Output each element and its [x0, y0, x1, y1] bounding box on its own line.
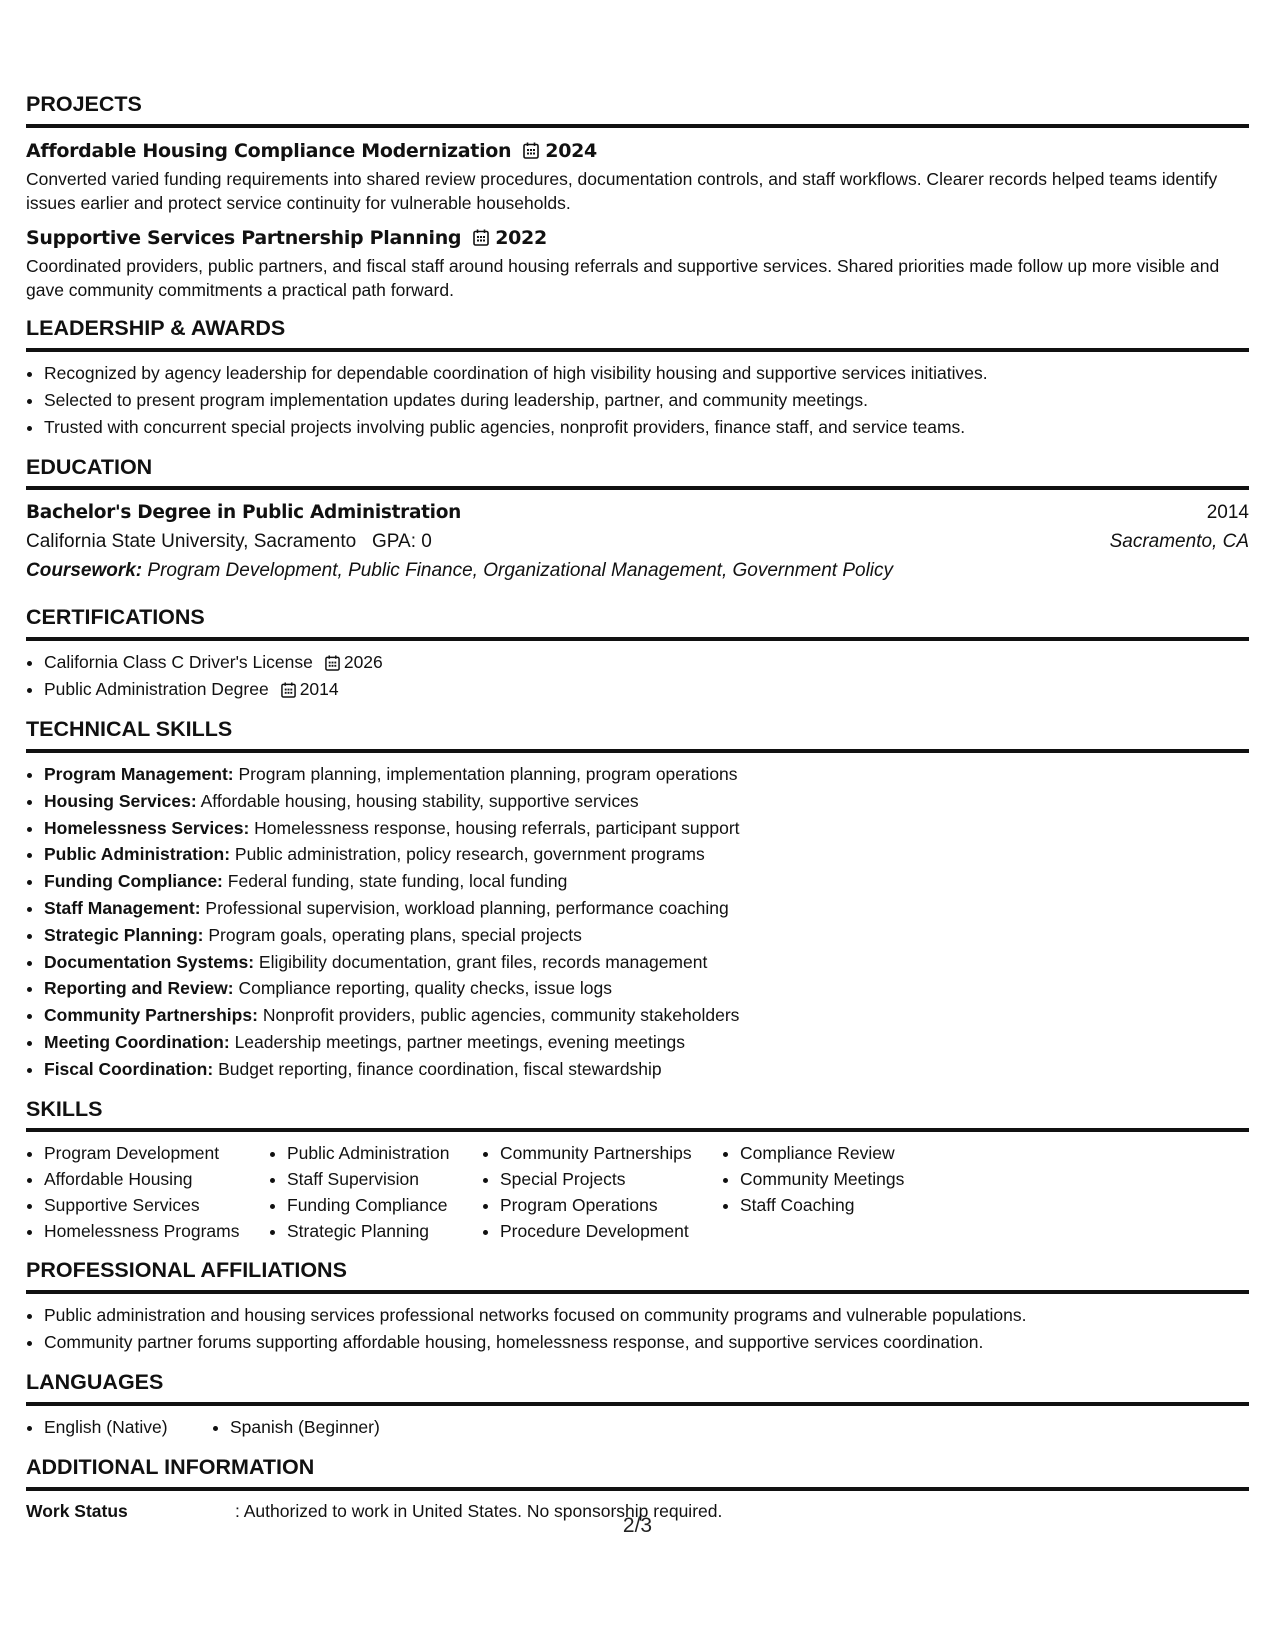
skills-section	[26, 1097, 1249, 1245]
section-title-additional-info: ADDITIONAL INFORMATION	[26, 1455, 1249, 1491]
skill-label: Fiscal Coordination:	[44, 1058, 214, 1079]
resume-page	[26, 92, 1249, 1523]
list-item	[44, 922, 1249, 949]
list-item: • Program Development	[44, 1140, 269, 1166]
list-item: • Public Administration	[287, 1140, 482, 1166]
skills-column	[722, 1140, 960, 1244]
work-status-value: : Authorized to work in United States. No sponsorship required.	[235, 1500, 723, 1521]
calendar-icon	[325, 655, 340, 671]
section-title-projects: PROJECTS	[26, 92, 1249, 128]
calendar-icon	[473, 229, 489, 246]
calendar-icon	[523, 142, 539, 159]
work-status-label: Work Status	[26, 1500, 128, 1521]
technical-skills-section	[26, 717, 1249, 1082]
list-item	[44, 975, 1249, 1002]
section-title-technical-skills: TECHNICAL SKILLS	[26, 717, 1249, 753]
skill-label: Homelessness Services:	[44, 817, 250, 838]
project-name: Affordable Housing Compliance Modernization	[26, 139, 512, 162]
certification-year: 2026	[343, 652, 383, 673]
calendar-icon	[281, 682, 296, 698]
skill-label: Funding Compliance:	[44, 871, 223, 892]
skill-label: Public Administration:	[44, 844, 231, 865]
project-name: Supportive Services Partnership Planning	[26, 226, 462, 249]
list-item: • Supportive Services	[44, 1192, 269, 1218]
skill-value: Nonprofit providers, public agencies, community stakeholders	[262, 1005, 740, 1026]
skills-column	[269, 1140, 482, 1244]
list-item: • Affordable Housing	[44, 1166, 269, 1192]
skill-label: Housing Services:	[44, 790, 197, 811]
skill-label: Meeting Coordination:	[44, 1031, 230, 1052]
skills-columns	[26, 1140, 1249, 1244]
skill-label: Reporting and Review:	[44, 978, 234, 999]
project-item	[26, 138, 1249, 215]
list-item	[44, 788, 1249, 815]
affiliations-list	[26, 1302, 1249, 1356]
skill-value: Budget reporting, finance coordination, fiscal stewardship	[218, 1058, 662, 1079]
list-item: • Staff Supervision	[287, 1166, 482, 1192]
languages-section	[26, 1370, 1249, 1441]
skill-label: Documentation Systems:	[44, 951, 255, 972]
coursework: Program Development, Public Finance, Organizational Management, Government Policy	[147, 560, 894, 582]
skill-value: Federal funding, state funding, local funding	[227, 871, 568, 892]
list-item: • Staff Coaching	[740, 1192, 960, 1218]
school-location: Sacramento, CA	[1109, 531, 1249, 553]
projects-section	[26, 92, 1249, 302]
section-title-education: EDUCATION	[26, 455, 1249, 491]
skill-value: Program goals, operating plans, special projects	[208, 924, 582, 945]
list-item: • Compliance Review	[740, 1140, 960, 1166]
list-item: • Selected to present program implementation updates during leadership, partner, and community meetings.	[44, 387, 1249, 414]
education-section	[26, 455, 1249, 586]
skills-column	[482, 1140, 722, 1244]
list-item: • Strategic Planning	[287, 1218, 482, 1244]
list-item: • Community partner forums supporting affordable housing, homelessness response, and supportive services coordination.	[44, 1329, 1249, 1356]
additional-info-section	[26, 1455, 1249, 1523]
skill-value: Professional supervision, workload planning, performance coaching	[205, 897, 729, 918]
list-item: • Program Operations	[500, 1192, 722, 1218]
skill-label: Staff Management:	[44, 897, 201, 918]
list-item	[44, 1029, 1249, 1056]
list-item	[44, 1002, 1249, 1029]
leadership-list	[26, 360, 1249, 441]
project-item	[26, 225, 1249, 302]
skill-value: Leadership meetings, partner meetings, evening meetings	[234, 1031, 685, 1052]
page-number: 2/3	[622, 1514, 653, 1537]
certification-name: • Public Administration Degree	[44, 679, 269, 700]
project-year: 2022	[495, 226, 547, 249]
list-item: • Funding Compliance	[287, 1192, 482, 1218]
certification-year: 2014	[299, 679, 339, 700]
skill-value: Eligibility documentation, grant files, records management	[258, 951, 708, 972]
list-item: • Community Partnerships	[500, 1140, 722, 1166]
leadership-section	[26, 316, 1249, 441]
list-item	[44, 649, 1249, 676]
list-item	[44, 949, 1249, 976]
list-item: • Public administration and housing services professional networks focused on community programs and vulnerable populations.	[44, 1302, 1249, 1329]
list-item	[44, 676, 1249, 703]
list-item	[44, 895, 1249, 922]
skill-value: Compliance reporting, quality checks, issue logs	[238, 978, 612, 999]
skill-value: Public administration, policy research, government programs	[234, 844, 705, 865]
degree-name: Bachelor's Degree in Public Administration	[26, 502, 461, 524]
list-item	[44, 841, 1249, 868]
technical-skills-list	[26, 761, 1249, 1083]
list-item: • Trusted with concurrent special projects involving public agencies, nonprofit providers, finance staff, and service teams.	[44, 414, 1249, 441]
certification-name: • California Class C Driver's License	[44, 652, 313, 673]
certifications-section	[26, 605, 1249, 703]
skill-label: Strategic Planning:	[44, 924, 204, 945]
coursework-label: Coursework:	[26, 560, 143, 582]
certifications-list	[26, 649, 1249, 703]
school-name: California State University, Sacramento	[26, 531, 357, 553]
project-description: Converted varied funding requirements into shared review procedures, documentation controls, and staff workflows. Clearer records helped teams identify issues earlier and protect service continuity for vulnerable households.	[26, 168, 1218, 213]
section-title-languages: LANGUAGES	[26, 1370, 1249, 1406]
list-item: • Homelessness Programs	[44, 1218, 269, 1244]
list-item	[44, 815, 1249, 842]
list-item: • Recognized by agency leadership for dependable coordination of high visibility housing and supportive services initiatives.	[44, 360, 1249, 387]
languages-row	[26, 1414, 1249, 1441]
skill-label: Community Partnerships:	[44, 1005, 258, 1026]
project-description: Coordinated providers, public partners, and fiscal staff around housing referrals and supportive services. Shared priorities made follow up more visible and gave community commitments a practical path forward.	[26, 255, 1220, 300]
skill-value: Affordable housing, housing stability, supportive services	[200, 790, 639, 811]
degree-year: 2014	[1206, 502, 1249, 524]
project-year: 2024	[545, 139, 597, 162]
section-title-affiliations: PROFESSIONAL AFFILIATIONS	[26, 1258, 1249, 1294]
affiliations-section	[26, 1258, 1249, 1356]
list-item: • English (Native)	[44, 1414, 212, 1441]
list-item	[44, 868, 1249, 895]
skill-value: Program planning, implementation planning, program operations	[238, 763, 738, 784]
section-title-leadership: LEADERSHIP & AWARDS	[26, 316, 1249, 352]
skill-value: Homelessness response, housing referrals, participant support	[254, 817, 740, 838]
section-title-certifications: CERTIFICATIONS	[26, 605, 1249, 641]
skill-label: Program Management:	[44, 763, 234, 784]
gpa: GPA: 0	[372, 531, 432, 553]
list-item: • Special Projects	[500, 1166, 722, 1192]
list-item: • Procedure Development	[500, 1218, 722, 1244]
list-item: • Spanish (Beginner)	[230, 1414, 380, 1441]
list-item	[44, 761, 1249, 788]
list-item	[44, 1056, 1249, 1083]
skills-column	[26, 1140, 269, 1244]
section-title-skills: SKILLS	[26, 1097, 1249, 1133]
list-item: • Community Meetings	[740, 1166, 960, 1192]
